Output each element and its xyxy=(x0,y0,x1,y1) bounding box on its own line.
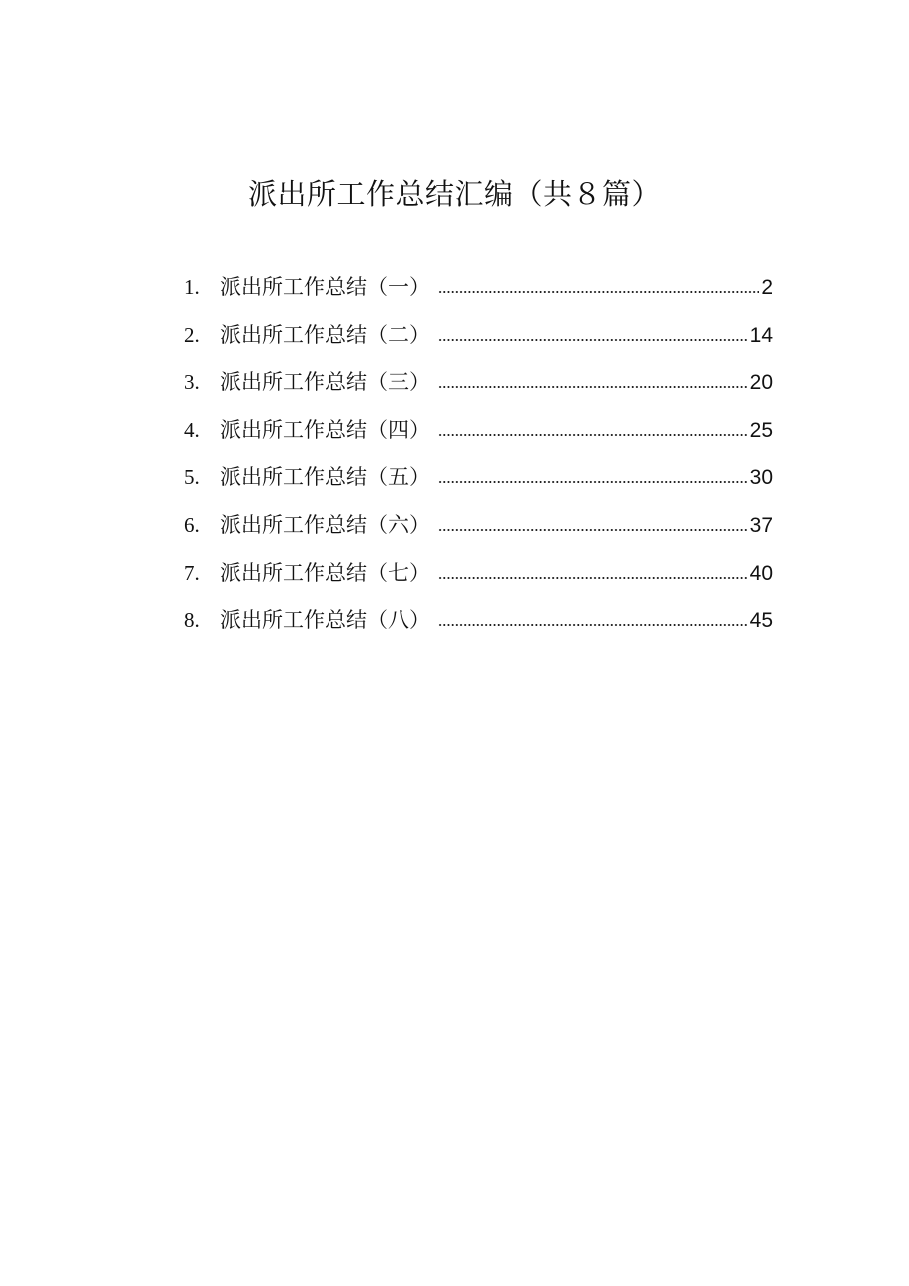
toc-entry-page: 25 xyxy=(749,418,773,442)
toc-entry[interactable] xyxy=(184,502,773,550)
toc-entry[interactable] xyxy=(184,454,773,502)
toc-dot-leader xyxy=(438,339,748,341)
toc-entry-number: 4. xyxy=(184,417,200,442)
toc-entry-title: 派出所工作总结（七） xyxy=(220,560,430,585)
toc-entry-page: 20 xyxy=(749,371,773,395)
toc-entry-title: 派出所工作总结（四） xyxy=(220,417,430,442)
toc-entry-title: 派出所工作总结（八） xyxy=(220,608,430,633)
toc-entry-number: 2. xyxy=(184,322,200,347)
toc-entry-number: 8. xyxy=(184,608,200,633)
toc-entry-title: 派出所工作总结（二） xyxy=(220,322,430,347)
table-of-contents xyxy=(184,264,773,645)
toc-dot-leader xyxy=(438,577,748,579)
toc-entry-title: 派出所工作总结（三） xyxy=(220,370,430,395)
toc-entry-number: 7. xyxy=(184,560,200,585)
toc-dot-leader xyxy=(438,291,759,293)
toc-entry-page: 30 xyxy=(749,466,773,490)
toc-entry-title: 派出所工作总结（五） xyxy=(220,465,430,490)
toc-dot-leader xyxy=(438,386,748,388)
toc-entry-number: 1. xyxy=(184,275,200,299)
toc-dot-leader xyxy=(438,529,748,531)
toc-entry-number: 5. xyxy=(184,465,200,490)
toc-entry-page: 40 xyxy=(749,561,773,585)
toc-entry-number: 3. xyxy=(184,370,200,395)
toc-dot-leader xyxy=(438,624,748,626)
toc-entry[interactable] xyxy=(184,312,773,360)
toc-entry-page: 2 xyxy=(761,276,773,299)
toc-entry[interactable] xyxy=(184,407,773,455)
toc-entry-title: 派出所工作总结（六） xyxy=(220,512,430,537)
toc-entry[interactable] xyxy=(184,550,773,598)
document-title: 派出所工作总结汇编（共８篇） xyxy=(247,177,661,211)
toc-entry-page: 14 xyxy=(749,323,773,347)
toc-entry[interactable] xyxy=(184,597,773,645)
toc-entry[interactable] xyxy=(184,264,773,312)
toc-entry-page: 37 xyxy=(749,513,773,537)
toc-dot-leader xyxy=(438,481,748,483)
toc-dot-leader xyxy=(438,434,748,436)
toc-entry[interactable] xyxy=(184,359,773,407)
toc-entry-page: 45 xyxy=(749,609,773,633)
toc-entry-number: 6. xyxy=(184,512,200,537)
toc-entry-title: 派出所工作总结（一） xyxy=(220,275,430,299)
